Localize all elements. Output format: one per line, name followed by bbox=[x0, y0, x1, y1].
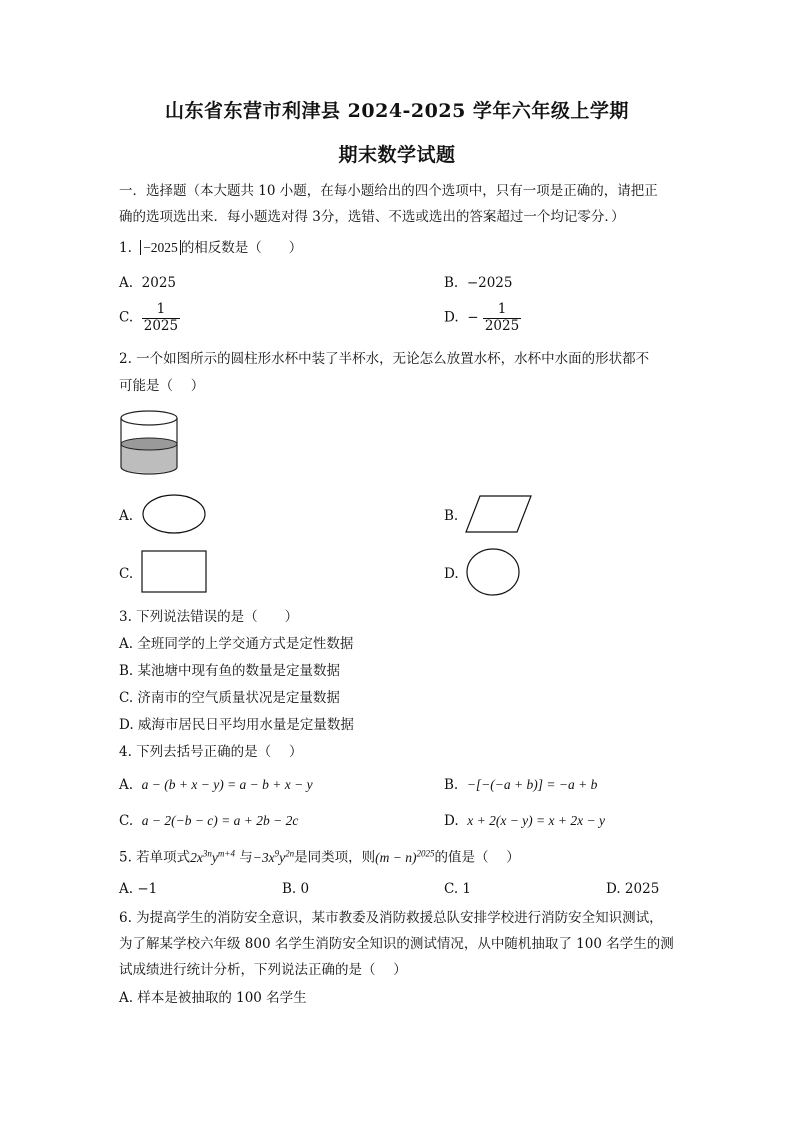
question-number: 1. bbox=[119, 240, 132, 256]
q3-option-d: D. 威海市居民日平均用水量是定量数据 bbox=[119, 717, 354, 733]
q2-option-b-label: B. bbox=[444, 508, 459, 524]
question-3: 3. 下列说法错误的是（ ） bbox=[119, 609, 299, 625]
q1-option-a: A. 2025 bbox=[119, 275, 176, 291]
rectangle-shape bbox=[140, 549, 210, 595]
parallelogram-shape bbox=[464, 494, 534, 534]
q5-option-c: C. 1 bbox=[444, 881, 472, 897]
page-subtitle: 期末数学试题 bbox=[338, 144, 456, 166]
question-6-line2: 为了解某学校六年级 800 名学生消防安全知识的测试情况，从中随机抽取了 100 名学生的测 bbox=[119, 936, 674, 952]
q2-option-d-label: D. bbox=[444, 566, 459, 582]
q4-option-c: C. a − 2(−b − c) = a + 2b − 2c bbox=[119, 813, 299, 829]
q1-option-d: D. − $\frac{1}{2025}$ bbox=[444, 301, 520, 334]
question-6-line1: 6. 为提高学生的消防安全意识，某市教委及消防救援总队安排学校进行消防安全知识测试， bbox=[119, 910, 663, 926]
q2-option-a-label: A. bbox=[119, 508, 134, 524]
fraction: $\frac{1}{2025}$ bbox=[143, 301, 179, 334]
q6-option-a: A. 样本是被抽取的 100 名学生 bbox=[119, 990, 307, 1006]
ellipse-shape bbox=[140, 492, 208, 536]
question-2-line2: 可能是（ ） bbox=[119, 378, 205, 394]
question-1 bbox=[119, 240, 302, 256]
power-expression: $(m - n)^{2025}$ bbox=[375, 848, 435, 865]
question-4: 4. 下列去括号正确的是（ ） bbox=[119, 744, 303, 760]
q5-option-a: A. −1 bbox=[119, 881, 158, 897]
q3-option-c: C. 济南市的空气质量状况是定量数据 bbox=[119, 690, 340, 706]
cylinder-cup-figure bbox=[116, 404, 182, 484]
monomial-1: $2x^{3n}y^{m+4}$ bbox=[190, 848, 235, 865]
absolute-value-expression: −2025 bbox=[140, 240, 181, 255]
question-2-line1: 2. 一个如图所示的圆柱形水杯中装了半杯水，无论怎么放置水杯，水杯中水面的形状都不 bbox=[119, 351, 650, 367]
question-stem: 的相反数是（ ） bbox=[180, 240, 303, 256]
page-title: 山东省东营市利津县 2024-2025 学年六年级上学期 bbox=[165, 100, 629, 122]
q4-option-a: A. a − (b + x − y) = a − b + x − y bbox=[119, 777, 313, 793]
q1-option-b: B. −2025 bbox=[444, 275, 513, 291]
q3-option-a: A. 全班同学的上学交通方式是定性数据 bbox=[119, 636, 354, 652]
question-6-line3: 试成绩进行统计分析，下列说法正确的是（ ） bbox=[119, 962, 407, 978]
q5-option-b: B. 0 bbox=[282, 881, 310, 897]
section-instructions-line1: 一．选择题（本大题共 10 小题，在每小题给出的四个选项中，只有一项是正确的，请把正 bbox=[119, 183, 658, 199]
q2-option-c-label: C. bbox=[119, 566, 134, 582]
question-5: 5. 若单项式$2x^{3n}y^{m+4}$ 与$-3x^9y^{2n}$是同类项，则$(m - n)^{2025}$的值是（ ） bbox=[119, 848, 520, 866]
q1-option-c: C. $\frac{1}{2025}$ bbox=[119, 301, 179, 334]
circle-shape bbox=[465, 547, 523, 597]
monomial-2: $-3x^9y^{2n}$ bbox=[252, 848, 295, 865]
fraction: $\frac{1}{2025}$ bbox=[484, 301, 520, 334]
section-instructions-line2: 确的选项选出来．每小题选对得 3分，选错、不选或选出的答案超过一个均记零分．） bbox=[119, 209, 625, 225]
q5-option-d: D. 2025 bbox=[606, 881, 660, 897]
q3-option-b: B. 某池塘中现有鱼的数量是定量数据 bbox=[119, 663, 341, 679]
q4-option-d: D. x + 2(x − y) = x + 2x − y bbox=[444, 813, 605, 829]
q4-option-b: B. −[−(−a + b)] = −a + b bbox=[444, 777, 598, 793]
